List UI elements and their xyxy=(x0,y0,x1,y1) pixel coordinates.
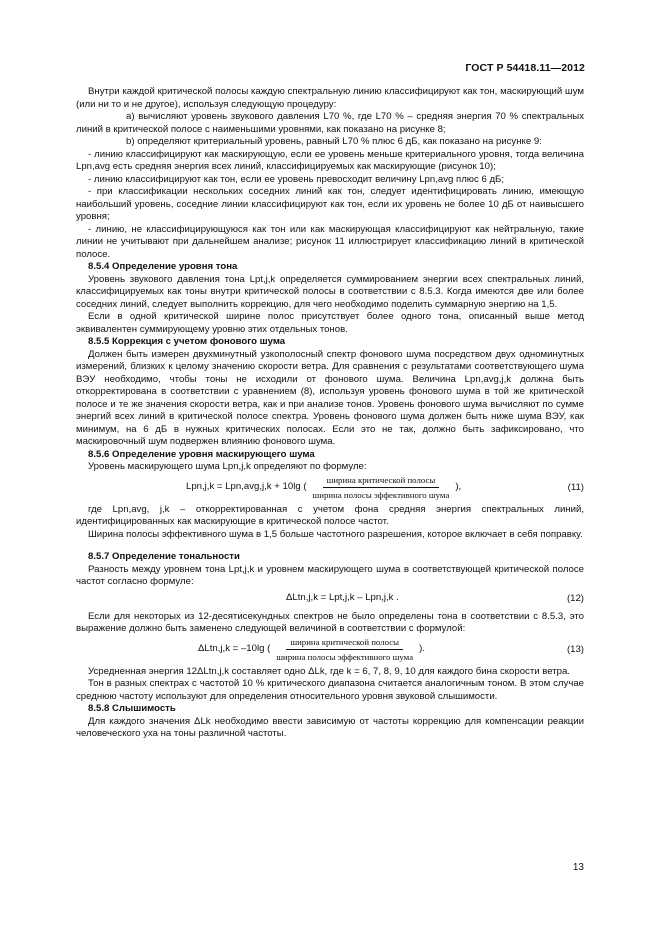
section-heading-8-5-7: 8.5.7 Определение тональности xyxy=(88,551,240,562)
standard-header: ГОСТ Р 54418.11—2012 xyxy=(465,62,585,74)
formula-lhs: Lpn,j,k = Lpn,avg,j,k + 10lg ( xyxy=(186,481,307,493)
formula-rhs: ), xyxy=(455,481,462,493)
paragraph: а) вычисляют уровень звукового давления L70 %, где L70 % – средняя энергия 70 % спектральных линий в критической полосе с наименьшими уровнями, как показано на рисунке 8; xyxy=(76,111,584,135)
paragraph: b) определяют критериальный уровень, равный L70 % плюс 6 дБ, как показано на рисунке 9: xyxy=(126,136,542,147)
paragraph: Должен быть измерен двухминутный узкополосный спектр фонового шума посредством двух одноминутных измерений, близких к целому значению скорости ветра. Для сравнения с результатами соответствующего шума ВЭУ необходимо, чтобы тоны не исходили от фонового шума. Величина Lpn,avg,j,k должна быть откорректирована в соответствии с уравнением (8), используя уровень фонового шума в той же критической полосе и те же значения скорости ветра, как и при анализе тонов. Уровень фонового шума вычисляют по сумме энергий всех линий в критической полосе спектра. Уровень фонового шума должен быть ниже шума ВЭУ, как минимум, на 6 дБ в нужных критических полосах. Если это не так, должно быть зафиксировано, что маскировочный шум подвержен влиянию фонового шума. xyxy=(76,348,584,447)
paragraph: Ширина полосы эффективного шума в 1,5 больше частотного разрешения, которое включает в себя поправку. xyxy=(88,528,583,540)
document-body xyxy=(76,86,584,741)
formula-11 xyxy=(76,475,584,501)
paragraph: Если для некоторых из 12-десятисекундных спектров не было определены тона в соответствии с 8.5.3, это выражение должно быть заменено следующей величиной в соответствии с формулой: xyxy=(76,610,584,634)
equation-number: (12) xyxy=(566,592,584,604)
page-number: 13 xyxy=(572,862,584,873)
spacer xyxy=(76,541,584,551)
formula-12 xyxy=(76,590,584,608)
paragraph: Разность между уровнем тона Lpt,j,k и уровнем маскирующего шума в соответствующей критической полосе частот согласно формуле: xyxy=(76,563,584,587)
fraction-denominator: ширина полосы эффективного шума xyxy=(312,490,450,500)
paragraph: Уровень звукового давления тона Lpt,j,k определяется суммированием энергии всех спектральных линий, классифицируемых как тоны внутри критической полосы в соответствии с 8.5.3. Когда имеются две или более соседних линий, следует выполнить коррекцию, для чего необходимо поделить суммарную энергию на 1,5. xyxy=(76,273,584,310)
paragraph: где Lpn,avg, j,k – откорректированная с учетом фона средняя энергия спектральных линий, идентифицированных как маскирующие в критической полосе частот. xyxy=(76,503,584,527)
fraction-numerator: ширина критической полосы xyxy=(323,474,440,489)
section-heading-8-5-6: 8.5.6 Определение уровня маскирующего шума xyxy=(88,448,315,460)
formula-13 xyxy=(76,637,584,663)
equation-number: (11) xyxy=(567,481,584,493)
paragraph: Для каждого значения ΔLk необходимо ввести зависимую от частоты коррекцию для компенсации реакции человеческого уха на тоны различной частоты. xyxy=(76,715,584,739)
formula-expression: ΔLtn,j,k = Lpt,j,k – Lpn,j,k . xyxy=(286,592,399,604)
fraction xyxy=(309,474,454,502)
fraction-denominator: ширина полосы эффективного шума xyxy=(276,652,414,662)
paragraph: Тон в разных спектрах с частотой 10 % критического диапазона считается аналогичным тоном. В этом случае среднюю частоту используют для определения относительного уровня звуковой слышимости. xyxy=(76,678,584,702)
fraction-numerator: ширина критической полосы xyxy=(286,636,403,651)
fraction xyxy=(272,636,417,664)
section-heading-8-5-5: 8.5.5 Коррекция с учетом фонового шума xyxy=(88,336,286,347)
paragraph: Уровень маскирующего шума Lpn,j,k определяют по формуле: xyxy=(88,461,367,472)
formula-lhs: ΔLtn,j,k = –10lg ( xyxy=(198,643,271,655)
paragraph: - линию, не классифицирующуюся как тон или как маскирующая классифицируют как нейтральную, такие линии не учитывают при дальнейшем анализе; рисунок 11 иллюстрирует классификацию линий в критической полосе. xyxy=(76,223,584,260)
formula-rhs: ). xyxy=(419,643,425,655)
equation-number: (13) xyxy=(566,643,584,655)
section-heading-8-5-4: 8.5.4 Определение уровня тона xyxy=(88,261,238,272)
paragraph: Внутри каждой критической полосы каждую спектральную линию классифицируют как тон, маскирующий шум (или ни то и не другое), используя следующую процедуру: xyxy=(76,86,584,110)
paragraph: - при классификации нескольких соседних линий как тон, следует идентифицировать линию, имеющую наибольший уровень, соседние линии классифицируют как тон, если их уровень не более 10 дБ от наивысшего уровня; xyxy=(76,186,584,222)
paragraph: - линию классифицируют как тон, если ее уровень превосходит величину Lpn,avg плюс 6 дБ; xyxy=(88,173,505,185)
paragraph: - линию классифицируют как маскирующую, если ее уровень меньше критериального уровня, тогда величина Lpn,avg есть средняя энергия всех линий, классифицируемых как маскирующие (рисунок 10); xyxy=(76,148,584,172)
paragraph: Усредненная энергия 12ΔLtn,j,k составляет одно ΔLk, где k = 6, 7, 8, 9, 10 для каждого бина скорости ветра. xyxy=(88,665,571,677)
paragraph: Если в одной критической ширине полос присутствует более одного тона, описанный выше метод эквивалентен суммирующему уровню этих отдельных тонов. xyxy=(76,311,584,335)
section-heading-8-5-8: 8.5.8 Слышимость xyxy=(88,703,176,714)
